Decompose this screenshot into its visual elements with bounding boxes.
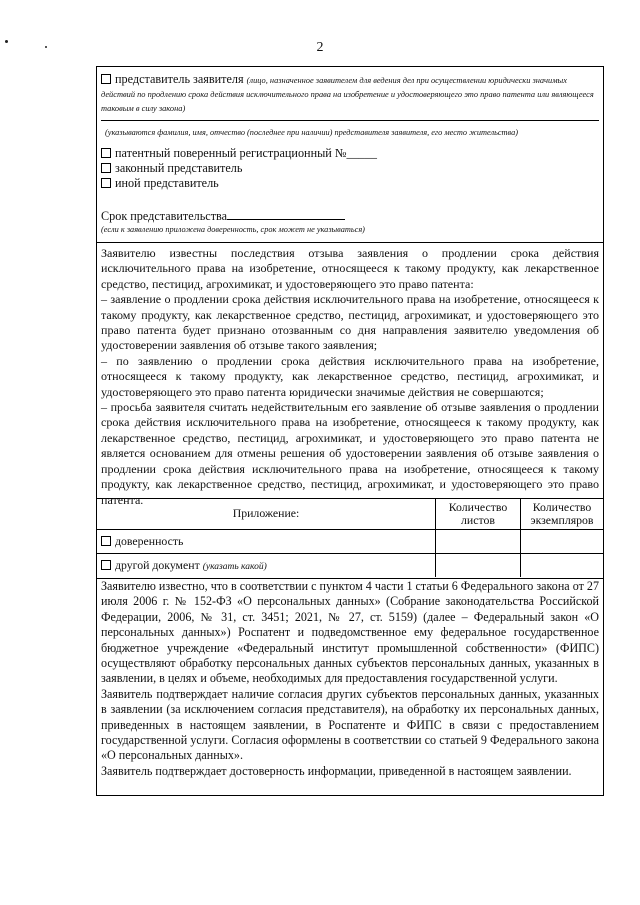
option-patent-attorney[interactable] (101, 146, 377, 161)
consequences-text: Заявителю известны последствия отзыва заявления о продлении срока действия исключительного права на изобретение, относящееся к такому продукту, как лекарственное средство, пестицид, агрохимикат, и удостоверяющего это право патента: – заявление о продлении срока действия исключительного права на изобретение, относящееся к такому продукту, как лекарственное средство, пестицид, агрохимикат, и удостоверяющего это право патента будет признано отозванным со дня направления заявителю уведомления об удостоверении заявления об отзыве такого заявления; – по заявлению о продлении срока действия исключительного права на изобретение, относящееся к такому продукту, как лекарственное средство, пестицид, агрохимикат, и удостоверяющего это право патента юридически значимые действия не совершаются; – просьба заявителя считать недействительным его заявление об отзыве заявления о продлении срока действия исключительного права на изобретение, относящееся к такому продукту, как лекарственное средство, пестицид, агрохимикат, и удостоверяющего это право патента не является основанием для отмены решения об удостоверении заявления об отзыве заявления о продлении срока действия исключительного права на изобретение, относящееся к такому продукту, как лекарственное средство, пестицид, агрохимикат, и удостоверяющего это право патента. (101, 246, 599, 507)
sheets-cell[interactable] (436, 529, 521, 553)
attachment-note: (указать какой) (202, 561, 267, 572)
attachments-header: Приложение: (97, 499, 436, 529)
attachment-label: доверенность (115, 533, 184, 548)
representative-checkbox[interactable] (101, 74, 111, 84)
option-label: патентный поверенный регистрационный №_____ (115, 146, 377, 160)
personal-data-text: Заявителю известно, что в соответствии с пунктом 4 части 1 статьи 6 Федерального закона от 27 июля 2006 г. № 152-ФЗ «О персональных данных» (Собрание законодательства Российской Федерации, 2006, № 31, ст. 3451; 2021, № 27, ст. 5159) (далее – Федеральный закон «О персональных данных») Роспатент и подведомственное ему федеральное государственное бюджетное учреждение «Федеральный институт промышленной собственности» (ФИПС) осуществляют обработку персональных данных субъектов персональных данных, указанных в заявлении, в целях и объеме, необходимых для предоставления государственной услуги. (101, 579, 599, 686)
attachments-header-row (97, 499, 603, 529)
representative-section (97, 67, 603, 243)
attachment-label: другой документ (115, 557, 203, 572)
option-other-representative[interactable] (101, 176, 377, 191)
representative-header (101, 73, 599, 115)
copies-cell[interactable] (521, 529, 604, 553)
application-form (96, 66, 604, 796)
term-label: Срок представительства (101, 209, 228, 223)
copies-cell[interactable] (521, 553, 604, 577)
representative-note: (лицо, назначенное заявителем для ведения дел при осуществлении юридически значимых действий по продлению срока действия исключительного права на изобретение и удостоверяющего это право патента или являющееся таковым в силу закона) (101, 76, 594, 113)
consent-text: Заявитель подтверждает наличие согласия других субъектов персональных данных, указанных в заявлении (за исключением согласия представителя), на обработку их персональных данных, приведенных в настоящем заявлении, в Роспатенте и ФИПС в связи с предоставлением государственной услуги. Согласия оформлены в соответствии со статьей 9 Федерального закона «О персональных данных». (101, 686, 599, 763)
representation-term (101, 207, 365, 235)
attachment-label-cell (97, 529, 436, 553)
sheets-cell[interactable] (436, 553, 521, 577)
option-checkbox[interactable] (101, 178, 111, 188)
attachment-checkbox[interactable] (101, 536, 111, 546)
attachment-label-cell (97, 553, 436, 577)
term-input-line[interactable] (227, 209, 345, 220)
representative-options (101, 146, 377, 191)
option-legal-representative[interactable] (101, 161, 377, 176)
attachments-table (97, 499, 603, 577)
option-label: законный представитель (115, 161, 243, 175)
option-checkbox[interactable] (101, 163, 111, 173)
accuracy-text: Заявитель подтверждает достоверность информации, приведенной в настоящем заявлении. (101, 763, 572, 778)
term-note: (если к заявлению приложена доверенность, срок может не указываться) (101, 225, 365, 234)
attachment-checkbox[interactable] (101, 560, 111, 570)
option-checkbox[interactable] (101, 148, 111, 158)
page-number: 2 (316, 40, 324, 55)
table-row (97, 529, 603, 553)
option-label: иной представитель (115, 176, 219, 190)
col-copies-header: Количество экземпляров (521, 499, 604, 529)
consequences-section (97, 243, 603, 507)
table-row (97, 553, 603, 577)
representative-label: представитель заявителя (115, 72, 244, 86)
personal-data-section (97, 579, 603, 795)
col-sheets-header: Количество листов (436, 499, 521, 529)
attachments-section (97, 499, 603, 579)
representative-name-line (101, 119, 599, 121)
representative-name-note: (указываются фамилия, имя, отчество (последнее при наличии) представителя заявителя, его место жительства) (105, 128, 518, 137)
